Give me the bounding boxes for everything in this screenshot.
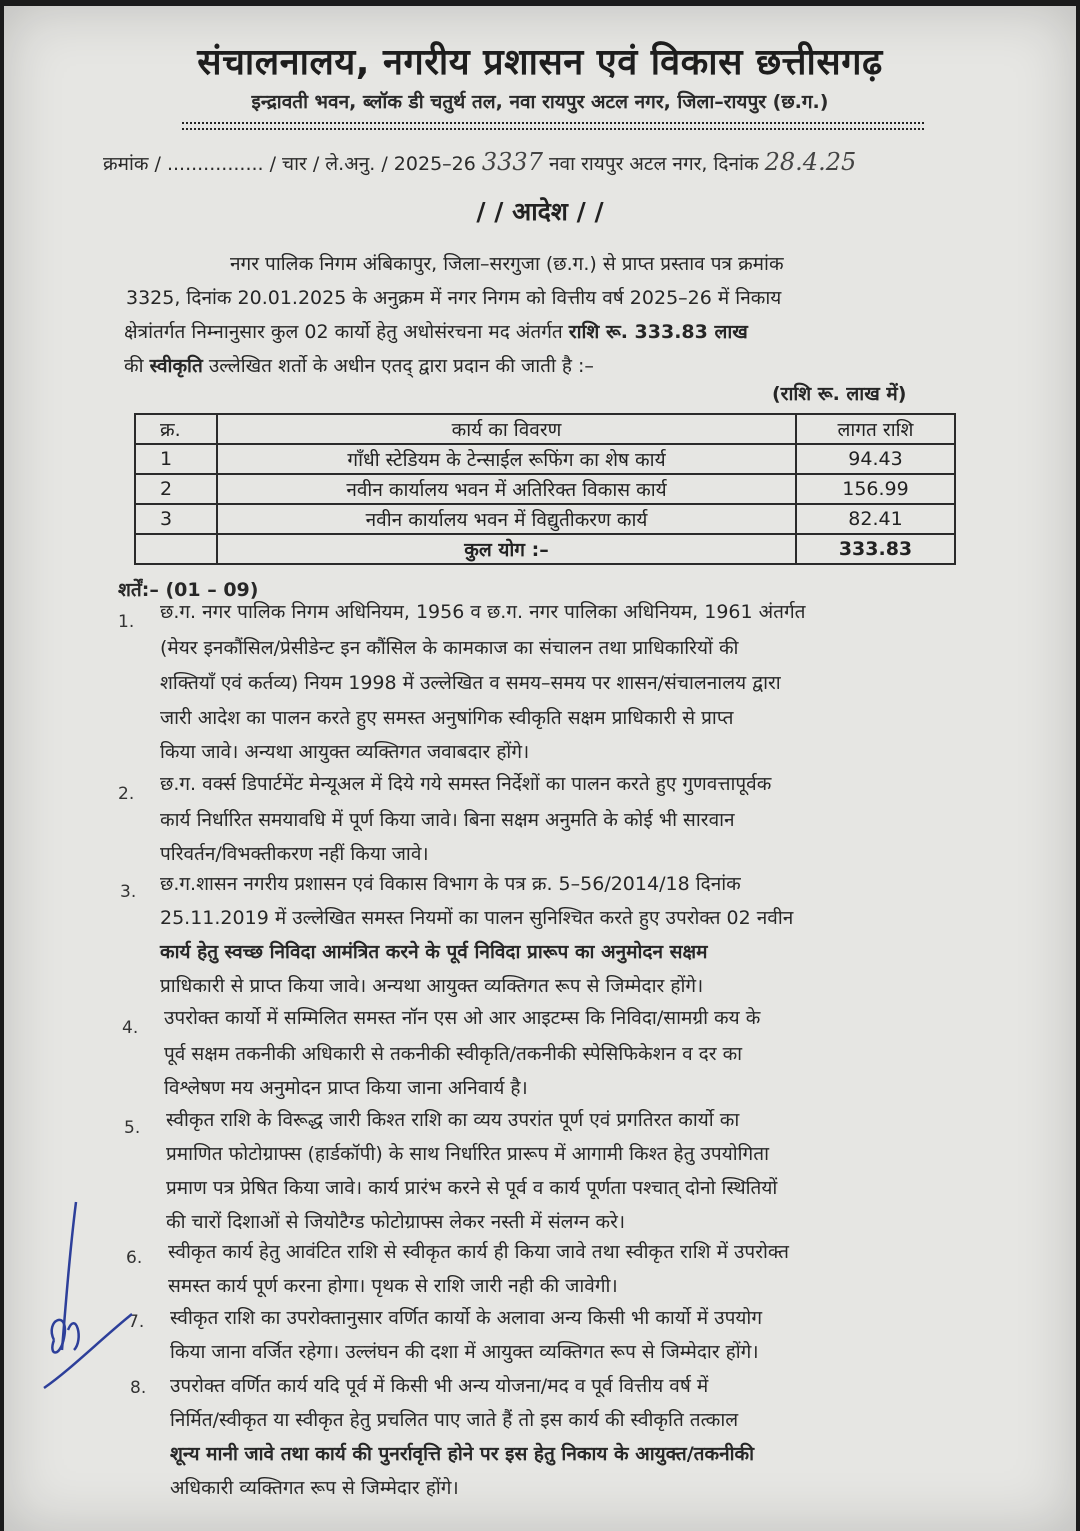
works-table [134,413,956,565]
condition-line: प्रमाण पत्र प्रेषित किया जावे। कार्य प्रारंभ करने से पूर्व व कार्य पूर्णता पश्चात् दोनो स्थितियों [166,1177,778,1199]
signature-initials [40,1190,150,1400]
condition-line: स्वीकृत कार्य हेतु आवंटित राशि से स्वीकृत कार्य ही किया जावे तथा स्वीकृत राशि में उपरोक्त [168,1241,789,1263]
table-header-row [135,414,955,444]
condition-line: किया जावे। अन्यथा आयुक्त व्यक्तिगत जवाबदार होंगे। [160,741,530,763]
condition-line: प्रमाणित फोटोग्राफ्स (हार्डकॉपी) के साथ निर्धारित प्रारूप में आगामी किश्त हेतु उपयोगिता [166,1143,770,1165]
department-address: इन्द्रावती भवन, ब्लॉक डी चतुर्थ तल, नवा रायपुर अटल नगर, जिला–रायपुर (छ.ग.) [251,91,829,113]
condition-line: उपरोक्त कार्यो में सम्मिलित समस्त नॉन एस ओ आर आइटम्स कि निविदा/सामग्री कय के [164,1007,761,1029]
work-description: नवीन कार्यालय भवन में विद्युतीकरण कार्य [217,504,796,534]
condition-line: परिवर्तन/विभक्तीकरण नहीं किया जावे। [160,843,429,865]
table-row [135,474,955,504]
condition-number: 3. [120,882,137,902]
condition-line: जारी आदेश का पालन करते हुए समस्त अनुषांगिक स्वीकृति सक्षम प्राधिकारी से प्राप्त [160,707,734,729]
intro-text-bold: स्वीकृति [149,355,203,377]
condition-line: (मेयर इनकौंसिल/प्रेसीडेन्ट इन कौंसिल के कामकाज का संचालन तथा प्राधिकारियों की [160,637,739,659]
intro-text: क्षेत्रांतर्गत निम्नानुसार कुल 02 कार्यो हेतु अधोसंरचना मद अंतर्गत [124,321,563,343]
work-description: नवीन कार्यालय भवन में अतिरिक्त विकास कार्य [217,474,796,504]
row-number: 3 [135,504,217,534]
table-row [135,444,955,474]
condition-line: शून्य मानी जावे तथा कार्य की पुनर्रावृत्ति होने पर इस हेतु निकाय के आयुक्त/तकनीकी [170,1443,755,1465]
intro-text: की [124,355,144,377]
condition-line: अधिकारी व्यक्तिगत रूप से जिम्मेदार होंगे। [170,1477,459,1499]
work-amount: 94.43 [796,444,955,474]
column-header: क्र. [135,414,217,444]
work-description: गॉंधी स्टेडियम के टेन्साईल रूफिंग का शेष कार्य [217,444,796,474]
condition-number: 1. [118,612,135,632]
work-amount: 82.41 [796,504,955,534]
condition-number: 6. [126,1248,143,1268]
condition-line: कार्य निर्धारित समयावधि में पूर्ण किया जावे। बिना सक्षम अनुमति के कोई भी सारवान [160,809,735,831]
condition-number: 7. [128,1312,145,1332]
column-header: कार्य का विवरण [217,414,796,444]
condition-number: 2. [118,784,135,804]
condition-line: स्वीकृत राशि का उपरोक्तानुसार वर्णित कार्यो के अलावा अन्य किसी भी कार्यो में उपयोग [170,1307,763,1329]
condition-line: विश्लेषण मय अनुमोदन प्राप्त किया जाना अनिवार्य है। [164,1077,528,1099]
row-number: 2 [135,474,217,504]
intro-line: नगर पालिक निगम अंबिकापुर, जिला–सरगुजा (छ.ग.) से प्राप्त प्रस्ताव पत्र क्रमांक [230,253,784,275]
condition-line: छ.ग.शासन नगरीय प्रशासन एवं विकास विभाग के पत्र क्र. 5–56/2014/18 दिनांक [160,873,741,895]
condition-line: कार्य हेतु स्वच्छ निविदा आमंत्रित करने के पूर्व निविदा प्रारूप का अनुमोदन सक्षम [160,941,708,963]
condition-line: किया जाना वर्जित रहेगा। उल्लंघन की दशा में आयुक्त व्यक्तिगत रूप से जिम्मेदार होंगे। [170,1341,759,1363]
condition-number: 8. [130,1378,147,1398]
column-header: लागत राशि [796,414,955,444]
reference-number: 3337 [481,148,543,176]
table-row [135,504,955,534]
condition-line: छ.ग. नगर पालिक निगम अधिनियम, 1956 व छ.ग. नगर पालिका अधिनियम, 1961 अंतर्गत [160,601,806,623]
condition-line: शक्तियॉं एवं कर्तव्य) नियम 1998 में उल्लेखित व समय–समय पर शासन/संचालनालय द्वारा [160,672,781,694]
condition-line: समस्त कार्य पूर्ण करना होगा। पृथक से राशि जारी नही की जावेगी। [168,1275,618,1297]
condition-line: छ.ग. वर्क्स डिपार्टमेंट मेन्यूअल में दिये गये समस्त निर्देशों का पालन करते हुए गुणवत्तापूर्वक [160,773,772,795]
reference-place: नवा रायपुर अटल नगर, दिनांक [549,153,759,175]
header-divider [182,122,924,130]
empty-cell [135,534,217,564]
department-title: संचालनालय, नगरीय प्रशासन एवं विकास छत्तीसगढ़ [197,42,883,83]
condition-number: 4. [122,1018,139,1038]
intro-line: 3325, दिनांक 20.01.2025 के अनुक्रम में नगर निगम को वित्तीय वर्ष 2025–26 में निकाय [126,287,782,309]
intro-text: उल्लेखित शर्तो के अधीन एतद् द्वारा प्रदान की जाती है :– [208,355,594,377]
condition-line: पूर्व सक्षम तकनीकी अधिकारी से तकनीकी स्वीकृति/तकनीकी स्पेसिफिकेशन व दर का [164,1043,743,1065]
reference-date: 28.4.25 [764,148,857,176]
row-number: 1 [135,444,217,474]
document-page [4,6,1076,1531]
table-total-row [135,534,955,564]
total-label: कुल योग :– [217,534,796,564]
total-amount: 333.83 [796,534,955,564]
condition-line: की चारों दिशाओं से जियोटैग्ड फोटोग्राफ्स लेकर नस्ती में संलग्न करे। [166,1211,626,1233]
conditions-heading: शर्तें:– (01 – 09) [118,579,259,601]
condition-line: उपरोक्त वर्णित कार्य यदि पूर्व में किसी भी अन्य योजना/मद व पूर्व वित्तीय वर्ष में [170,1375,709,1397]
condition-number: 5. [124,1118,141,1138]
condition-line: प्राधिकारी से प्राप्त किया जावे। अन्यथा आयुक्त व्यक्तिगत रूप से जिम्मेदार होंगे। [160,975,704,997]
order-heading: / / आदेश / / [476,197,604,226]
reference-prefix: क्रमांक / ................ / चार / ले.अनु. / 2025–26 [103,153,476,175]
condition-line: स्वीकृत राशि के विरूद्ध जारी किश्त राशि का व्यय उपरांत पूर्ण एवं प्रगतिरत कार्यो का [166,1109,740,1131]
reference-line [103,148,856,176]
unit-note: (राशि रू. लाख में) [772,383,907,405]
intro-line [124,318,748,344]
condition-line: 25.11.2019 में उल्लेखित समस्त नियमों का पालन सुनिश्चित करते हुए उपरोक्त 02 नवीन [160,907,794,929]
work-amount: 156.99 [796,474,955,504]
condition-line: निर्मित/स्वीकृत या स्वीकृत हेतु प्रचलित पाए जाते हैं तो इस कार्य की स्वीकृति तत्काल [170,1409,739,1431]
sanction-amount: राशि रू. 333.83 लाख [568,321,748,343]
intro-line [124,352,594,378]
